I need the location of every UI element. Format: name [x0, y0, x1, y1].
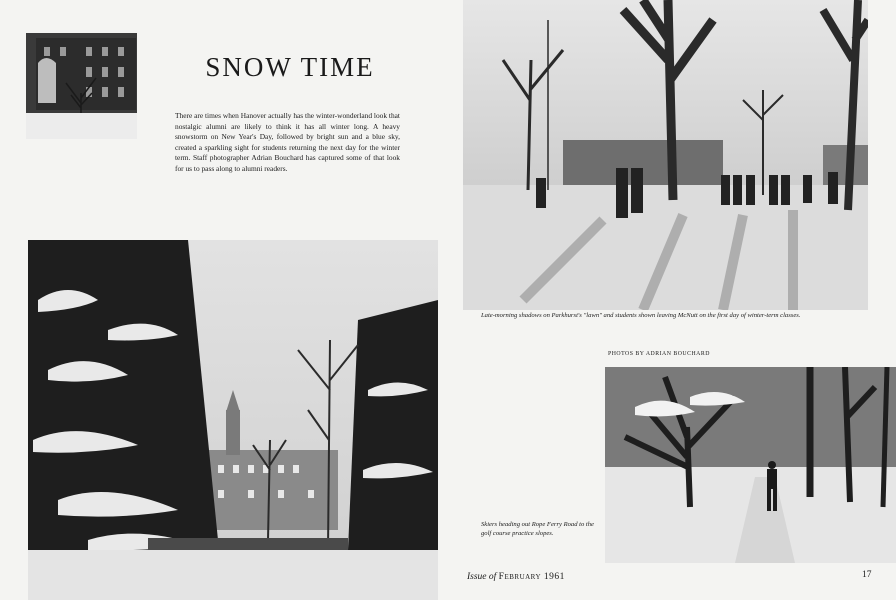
photo-credit: PHOTOS BY ADRIAN BOUCHARD	[608, 351, 710, 357]
article-intro: There are times when Hanover actually has the winter-wonderland look that nostalgic alumni are likely to think it has all winter long. A heavy snowstorm on New Year's Day, followed by bright sun and a blue sky, created a sparkling sight for students returning the next day for the winter term. Staff photographer Adrian Bouchard has captured some of that look for us to pass along to alumni readers.	[175, 111, 400, 173]
article-title: SNOW TIME	[205, 52, 375, 82]
issue-month: February 1961	[498, 572, 565, 582]
photo-building-thumbnail	[26, 33, 137, 139]
issue-label: Issue of	[467, 572, 497, 582]
photo-skiers-rope-ferry-road	[605, 367, 896, 563]
caption-parkhurst: Late-morning shadows on Parkhurst's "lawn" and students shown leaving McNutt on the first day of winter-term classes.	[481, 312, 801, 319]
page-number: 17	[862, 570, 872, 580]
photo-campus-snow-trees	[28, 240, 438, 600]
photo-parkhurst-lawn	[463, 0, 868, 310]
issue-footer	[467, 572, 565, 582]
caption-skiers: Skiers heading out Rope Ferry Road to the golf course practice slopes.	[481, 521, 594, 537]
